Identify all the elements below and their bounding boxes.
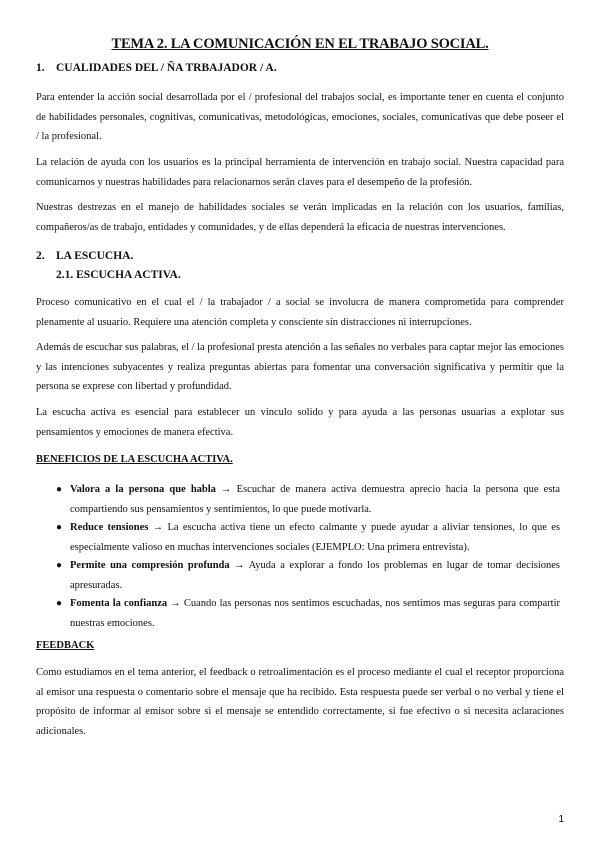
section-2-paragraph-1: Proceso comunicativo en el cual el / la trabajador / a social se involucra de manera comprometida para comprender plenamente al usuario. Requiere una atención completa y consciente sin distracciones ni interrupciones.	[36, 297, 564, 328]
section-2-title: LA ESCUCHA.	[56, 250, 134, 262]
bullet-icon: ●	[56, 522, 63, 533]
section-2-1-heading: 2.1. ESCUCHA ACTIVA.	[56, 269, 181, 281]
list-item	[56, 594, 560, 633]
section-1-paragraph-2: La relación de ayuda con los usuarios es la principal herramienta de intervención en trabajo social. Nuestra capacidad para comunicarnos y nuestras habilidades para relacionarnos serán claves para el desempeño de la profesión.	[36, 157, 564, 188]
bullet-icon: ●	[56, 598, 63, 609]
bullet-icon: ●	[56, 484, 63, 495]
list-item	[56, 556, 561, 595]
feedback-paragraph: Como estudiamos en el tema anterior, el feedback o retroalimentación es el proceso mediante el cual el receptor proporciona al emisor una respuesta o comentario sobre el mensaje que ha recibido. Esta respuesta puede ser verbal o no verbal y tiene el propósito de informar al emisor sobre si el mensaje se entendido correctamente, si fue efectivo o si necesita aclaraciones adicionales.	[36, 667, 564, 737]
page-number: 1	[558, 814, 564, 825]
list-item	[56, 518, 560, 557]
section-2-number: 2.	[36, 250, 45, 262]
section-2-heading	[36, 250, 133, 262]
bullet-icon: ●	[56, 560, 63, 571]
benefit-title: Permite una compresión profunda	[70, 560, 230, 571]
benefit-title: Reduce tensiones	[70, 522, 149, 533]
document-title: TEMA 2. LA COMUNICACIÓN EN EL TRABAJO SOCIAL.	[111, 36, 489, 52]
section-1-paragraph-1: Para entender la acción social desarrollada por el / profesional del trabajos social, es importante tener en cuenta el conjunto de habilidades personales, cognitivas, comunicativas, metodológicas, emociones, sociales, comunicativas que debe poseer el / la profesional.	[36, 92, 564, 142]
benefit-text: → Ayuda a explorar a fondo los problemas en lugar de tomar decisiones apresuradas.	[70, 560, 561, 591]
benefit-text: → Escuchar de manera activa demuestra aprecio hacia la persona que esta compartiendo sus pensamientos y sentimientos, lo que puede motivarla.	[70, 484, 560, 515]
benefits-heading: BENEFICIOS DE LA ESCUCHA ACTIVA.	[36, 454, 233, 465]
benefit-title: Valora a la persona que habla	[70, 484, 216, 495]
section-1-heading	[36, 62, 277, 74]
section-1-number: 1.	[36, 62, 45, 74]
section-1-paragraph-3: Nuestras destrezas en el manejo de habilidades sociales se verán implicadas en la relación con los usuarios, familias, compañeros/as de trabajo, entidades y comunidades, y de ellas dependerá la eficacia de nuestras intervenciones.	[36, 202, 564, 233]
benefit-text: → La escucha activa tiene un efecto calmante y puede ayudar a aliviar tensiones, lo que es especialmente valioso en muchas intervenciones sociales (EJEMPLO: Una primera entrevista).	[70, 522, 560, 553]
section-2-paragraph-3: La escucha activa es esencial para establecer un vinculo solido y para ayuda a las personas usuarias a explotar sus pensamientos y emociones de manera efectiva.	[36, 407, 564, 438]
section-1-title: CUALIDADES DEL / ÑA TRBAJADOR / A.	[56, 62, 277, 74]
list-item	[56, 480, 560, 519]
benefit-text: → Cuando las personas nos sentimos escuchadas, nos sentimos mas seguras para compartir nuestras emociones.	[70, 598, 560, 629]
benefit-title: Fomenta la confianza	[70, 598, 168, 609]
section-2-paragraph-2: Además de escuchar sus palabras, el / la profesional presta atención a las señales no verbales para captar mejor las emociones y las intenciones subyacentes y realiza preguntas abiertas para fomentar una conversación significativa y permitir que la persona se exprese con libertad y profundidad.	[36, 342, 564, 392]
feedback-heading: FEEDBACK	[36, 640, 95, 651]
